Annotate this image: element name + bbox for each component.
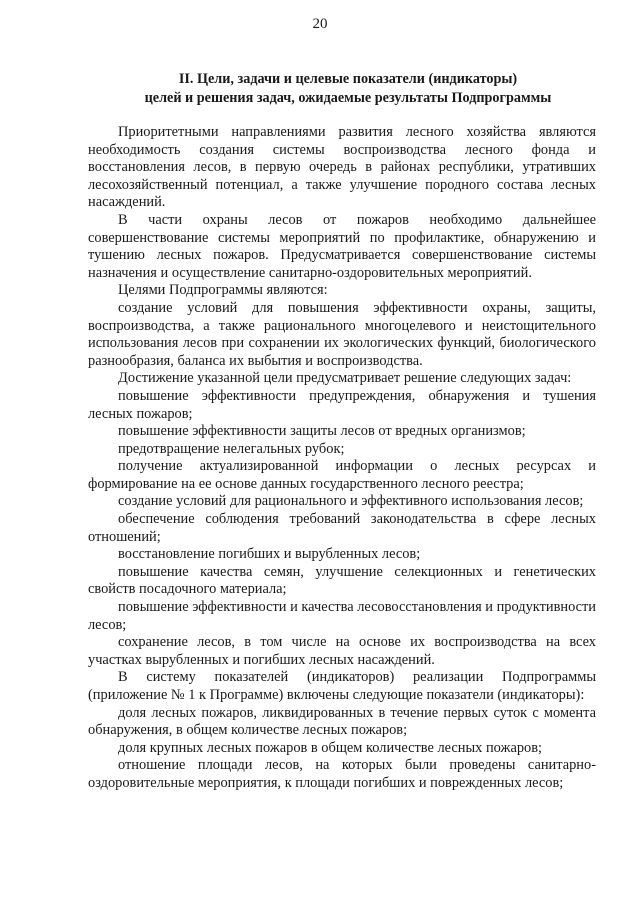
list-item: повышение эффективности предупреждения, обнаружения и тушения лесных пожаров; xyxy=(88,387,596,422)
paragraph: Приоритетными направлениями развития лесного хозяйства являются необходимость создания системы воспроизводства лесного фонда и восстановления лесов, в первую очередь в районах республики, утративших лесохозяйственный потенциал, а также улучшение породного состава лесных насаждений. xyxy=(88,124,596,211)
list-item: обеспечение соблюдения требований законодательства в сфере лесных отношений; xyxy=(88,511,596,545)
list-item: повышение эффективности и качества лесовосстановления и продуктивности лесов; xyxy=(88,599,596,633)
page-number: 20 xyxy=(312,16,328,32)
paragraph: Достижение указанной цели предусматривает решение следующих задач: xyxy=(118,370,572,387)
list-item: предотвращение нелегальных рубок; xyxy=(118,440,345,457)
list-item: повышение качества семян, улучшение селекционных и генетических свойств посадочного материала; xyxy=(88,563,596,598)
list-item: получение актуализированной информации о лесных ресурсах и формирование на ее основе данных государственного лесного реестра; xyxy=(88,458,596,492)
paragraph: создание условий для повышения эффективности охраны, защиты, воспроизводства, а также рационального многоцелевого и неистощительного использования лесов при сохранении их экологических функций, биологического разнообразия, баланса их выбытия и воспроизводства. xyxy=(88,299,596,369)
section-heading-line-2: целей и решения задач, ожидаемые результаты Подпрограммы xyxy=(144,90,552,106)
list-item: повышение эффективности защиты лесов от вредных организмов; xyxy=(118,423,526,440)
list-item: создание условий для рационального и эффективного использования лесов; xyxy=(118,493,584,510)
paragraph: В систему показателей (индикаторов) реализации Подпрограммы (приложение № 1 к Программе) включены следующие показатели (индикаторы): xyxy=(88,669,596,703)
list-item: восстановление погибших и вырубленных лесов; xyxy=(118,546,421,563)
list-item: отношение площади лесов, на которых были проведены санитарно-оздоровительные мероприятия, к площади погибших и поврежденных лесов; xyxy=(88,757,596,791)
list-item: доля лесных пожаров, ликвидированных в течение первых суток с момента обнаружения, в общем количестве лесных пожаров; xyxy=(88,704,596,739)
paragraph: В части охраны лесов от пожаров необходимо дальнейшее совершенствование системы мероприятий по профилактике, обнаружению и тушению лесных пожаров. Предусматривается совершенствование системы назначения и осуществление санитарно-оздоровительных мероприятий. xyxy=(88,211,596,281)
section-heading-line-1: II. Цели, задачи и целевые показатели (индикаторы) xyxy=(178,71,518,87)
section-heading xyxy=(88,70,608,108)
paragraph: Целями Подпрограммы являются: xyxy=(118,282,328,299)
list-item: сохранение лесов, в том числе на основе их воспроизводства на всех участках вырубленных и погибших лесных насаждений. xyxy=(88,634,596,668)
list-item: доля крупных лесных пожаров в общем количестве лесных пожаров; xyxy=(118,739,543,756)
body-text xyxy=(88,124,596,793)
